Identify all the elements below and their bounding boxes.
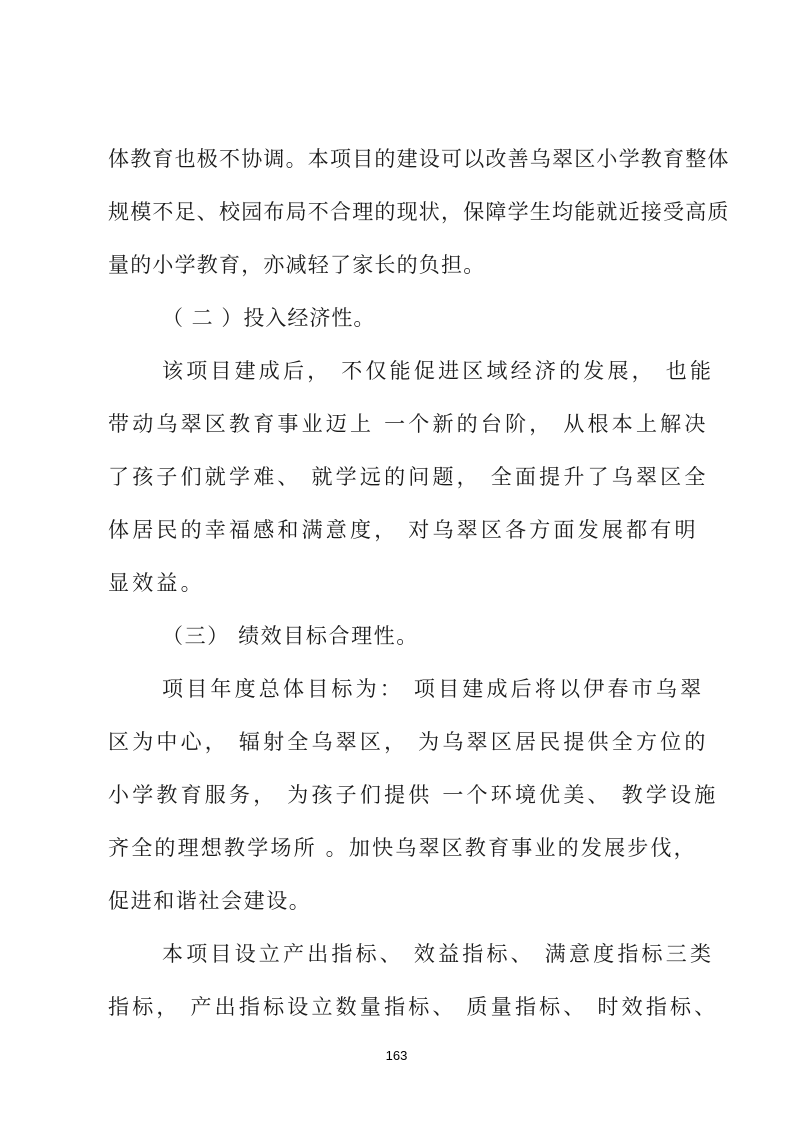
text-line: 显效益。 [108,571,205,595]
text-line: 规模不足、校园布局不合理的现状，保障学生均能就近接受高质 [108,200,730,224]
text-line: 促进和谐社会建设。 [108,889,312,913]
text-line: 本项目设立产出指标、 效益指标、 满意度指标三类 [162,942,715,966]
text-line: 该项目建成后， 不仅能促进区域经济的发展， 也能 [162,359,715,383]
text-line: 了孩子们就学难、 就学远的问题， 全面提升了乌翠区全 [108,465,709,489]
page-number: 163 [385,1048,408,1063]
text-line: 项目年度总体目标为： 项目建成后将以伊春市乌翠 [162,677,705,701]
text-line: 体教育也极不协调。本项目的建设可以改善乌翠区小学教育整体 [108,147,730,171]
section-heading: （三） 绩效目标合理性。 [162,624,419,648]
text-line: 带动乌翠区教育事业迈上 一个新的台阶， 从根本上解决 [108,412,709,436]
text-line: 指标， 产出指标设立数量指标、 质量指标、 时效指标、 [108,995,719,1019]
text-line: 小学教育服务， 为孩子们提供 一个环境优美、 教学设施 [108,783,719,807]
text-line: 量的小学教育，亦减轻了家长的负担。 [108,253,486,277]
text-line: 体居民的幸福感和满意度， 对乌翠区各方面发展都有明 [108,518,699,542]
section-heading: （ 二 ）投入经济性。 [162,306,376,330]
text-line: 区为中心， 辐射全乌翠区， 为乌翠区居民提供全方位的 [108,730,709,754]
text-line: 齐全的理想教学场所 。加快乌翠区教育事业的发展步伐， [108,836,697,860]
